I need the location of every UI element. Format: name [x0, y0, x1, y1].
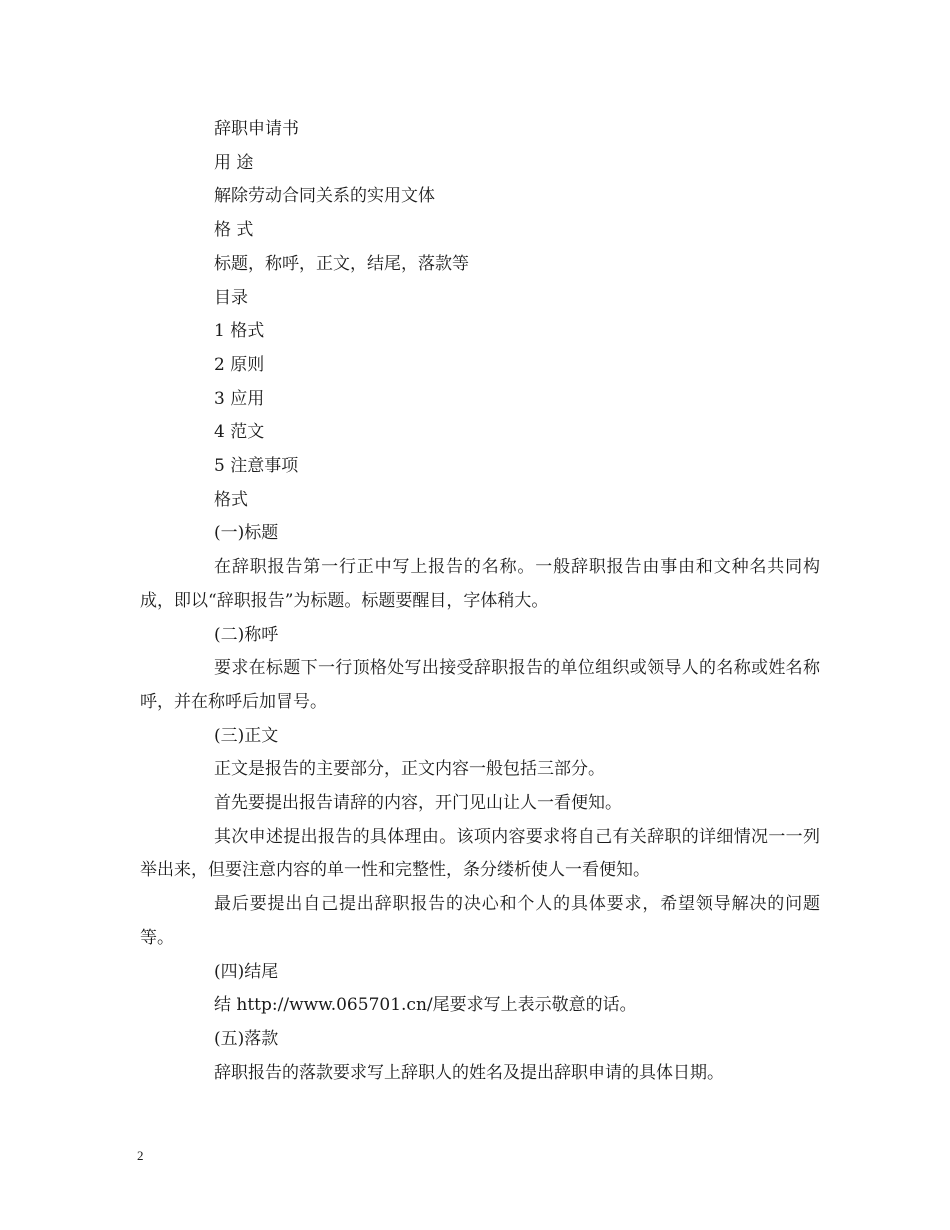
page-number: 2 [137, 1148, 144, 1163]
section-heading-format: 格式 [214, 489, 248, 510]
usage-text: 解除劳动合同关系的实用文体 [214, 186, 435, 207]
toc-item: 5 注意事项 [214, 456, 299, 477]
subheading-closing: (四)结尾 [214, 961, 279, 982]
paragraph-body-2: 首先要提出报告请辞的内容，开门见山让人一看便知。 [214, 793, 622, 814]
document-body [140, 113, 820, 1090]
paragraph-salutation: 要求在标题下一行顶格处写出接受辞职报告的单位组织或领导人的名称或姓名称呼，并在称呼后加冒号。 [140, 658, 820, 712]
subheading-body: (三)正文 [214, 725, 279, 746]
doc-title: 辞职申请书 [214, 119, 299, 139]
paragraph-closing: 结 http://www.065701.cn/尾要求写上表示敬意的话。 [214, 995, 637, 1016]
paragraph-body-3: 其次申述提出报告的具体理由。该项内容要求将自己有关辞职的详细情况一一列举出来，但要注意内容的单一性和完整性，条分缕析使人一看便知。 [140, 826, 820, 881]
subheading-signature: (五)落款 [214, 1028, 279, 1049]
paragraph-body-4: 最后要提出自己提出辞职报告的决心和个人的具体要求，希望领导解决的问题等。 [140, 894, 820, 948]
paragraph-signature: 辞职报告的落款要求写上辞职人的姓名及提出辞职申请的具体日期。 [214, 1062, 724, 1083]
section-label-format: 格 式 [214, 220, 254, 241]
paragraph-title: 在辞职报告第一行正中写上报告的名称。一般辞职报告由事由和文种名共同构成，即以“辞职报告”为标题。标题要醒目，字体稍大。 [140, 557, 820, 611]
section-label-usage: 用 途 [214, 152, 254, 173]
subheading-salutation: (二)称呼 [214, 624, 279, 645]
toc-item: 3 应用 [214, 388, 265, 409]
toc-item: 2 原则 [214, 354, 265, 375]
toc-item: 1 格式 [214, 321, 265, 342]
toc-item: 4 范文 [214, 422, 265, 443]
subheading-title: (一)标题 [214, 523, 279, 544]
format-text: 标题，称呼，正文，结尾，落款等 [214, 253, 469, 274]
paragraph-body-1: 正文是报告的主要部分，正文内容一般包括三部分。 [214, 759, 605, 780]
toc-heading: 目录 [214, 287, 248, 308]
